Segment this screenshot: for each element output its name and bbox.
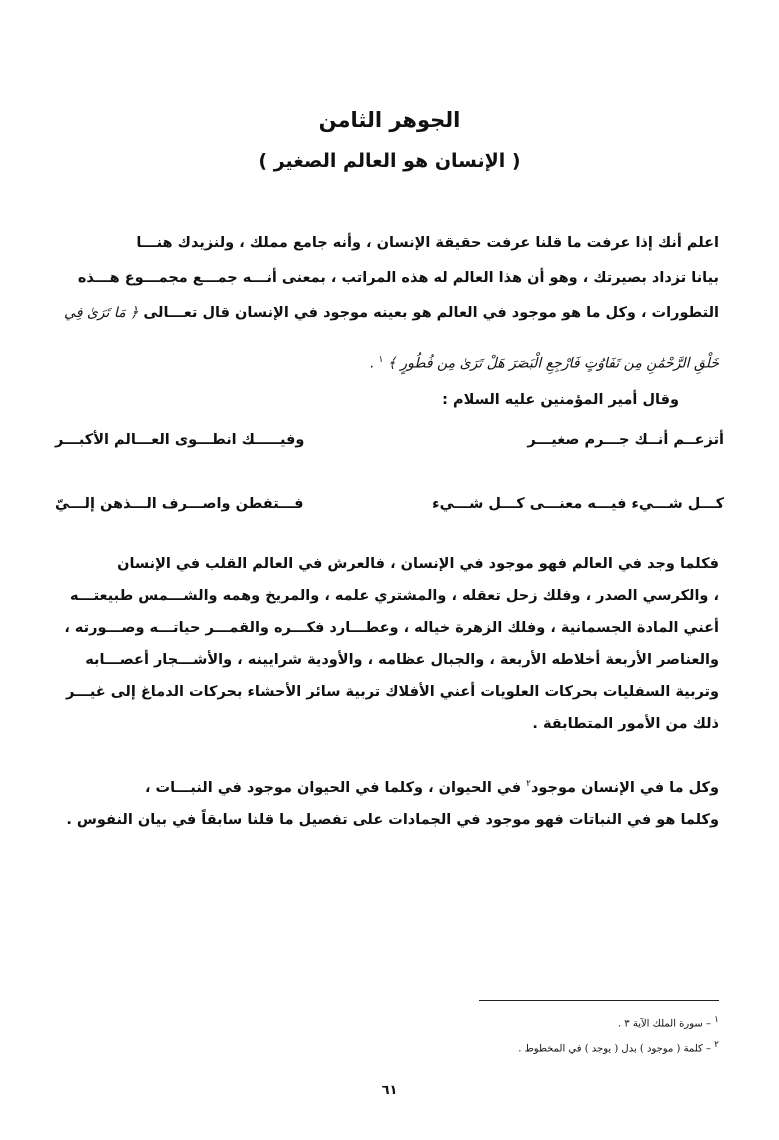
paragraph-3-text: في الحيوان ، وكلما في الحيوان موجود في النبـــات ، xyxy=(144,779,522,796)
footnote-number: ٢ xyxy=(714,1040,719,1050)
footnote-text: – سورة الملك الآية ٣ . xyxy=(617,1018,711,1030)
poem-hemistich: وفيـــــك انطـــوى العـــالم الأكبـــر xyxy=(55,432,305,448)
poem-verse-2 xyxy=(55,496,724,512)
paragraph-1-line: اعلم أنك إذا عرفت ما قلنا عرفت حقيقة الإنسان ، وأنه جامع مملك ، ولنزيدك هنـــا xyxy=(136,235,719,251)
page-number: ٦١ xyxy=(381,1083,398,1098)
paragraph-1-text: التطورات ، وكل ما هو موجود في العالم هو بعينه موجود في الإنسان قال تعـــالى xyxy=(143,305,719,321)
footnote-text: – كلمة ( موجود ) بدل ( يوجد ) في المخطوط . xyxy=(518,1043,711,1055)
poem-hemistich: أتزعــم أنــك جـــرم صغيـــر xyxy=(527,432,724,448)
paragraph-2-line: فكلما وجد في العالم فهو موجود في الإنسان ، فالعرش في العالم القلب في الإنسان xyxy=(117,556,719,572)
footnote-2 xyxy=(518,1040,719,1054)
footnote-number: ١ xyxy=(714,1015,719,1025)
footnote-ref-2: ٢ xyxy=(526,779,531,789)
paragraph-2-line: والعناصر الأربعة أخلاطه الأربعة ، والجبال عظامه ، والأودية شرايينه ، والأشـــجار أعصـــابه xyxy=(85,652,719,668)
paragraph-1-line xyxy=(59,296,719,331)
paragraph-2-line: أعني المادة الجسمانية ، وفلك الزهرة خياله ، وعطـــارد فكـــره والقمـــر حياتـــه وصـــورته ، xyxy=(64,620,719,636)
footnote-1 xyxy=(618,1015,719,1029)
chapter-title: الجوهر الثامن xyxy=(318,108,461,132)
poem-hemistich: كـــل شـــيء فيـــه معنـــى كـــل شـــيء xyxy=(432,496,724,512)
footnote-ref-1: ١ xyxy=(378,355,384,365)
quran-verse-start: ﴿ مَا تَرَىٰ فِي xyxy=(64,305,139,321)
paragraph-2-line: وتربية السفليات بحركات العلويات أعني الأفلاك تربية سائر الأحشاء بحركات الدماغ إلى غيـــر xyxy=(65,684,719,700)
paragraph-3-text: وكل ما في الإنسان موجود xyxy=(530,779,719,796)
speaker-intro: وقال أمير المؤمنين عليه السلام : xyxy=(442,392,679,408)
paragraph-3 xyxy=(59,768,719,836)
paragraph-1-line: بيانا تزداد بصيرتك ، وهو أن هذا العالم له هذه المراتب ، بمعنى أنـــه جمـــع مجمـــوع هـــذه xyxy=(77,270,719,286)
quran-verse: خَلْقِ الرَّحْمَٰنِ مِن تَفَاوُتٍ فَارْجِعِ الْبَصَرَ هَلْ تَرَىٰ مِن فُطُورٍ ﴾ xyxy=(387,355,719,372)
paragraph-2 xyxy=(59,548,719,740)
paragraph-3-line: وكلما هو في النباتات فهو موجود في الجمادات على تفصيل ما قلنا سابقاً في بيان النفوس . xyxy=(66,811,719,828)
paragraph-2-line: ذلك من الأمور المتطابقة . xyxy=(532,716,719,732)
paragraph-3-line xyxy=(59,768,719,804)
footnote-divider xyxy=(479,1000,719,1001)
paragraph-1 xyxy=(59,226,719,331)
quran-verse-line xyxy=(59,345,719,379)
chapter-subtitle: ( الإنسان هو العالم الصغير ) xyxy=(258,150,521,172)
paragraph-2-line: ، والكرسي الصدر ، وفلك زحل تعقله ، والمشتري علمه ، والمريخ وهمه والشـــمس طبيعتـــه xyxy=(69,588,719,604)
poem-hemistich: فـــتفطن واصـــرف الـــذهن إلـــيّ xyxy=(55,496,304,512)
verse-end: . xyxy=(369,355,374,372)
poem-verse-1 xyxy=(55,432,724,448)
